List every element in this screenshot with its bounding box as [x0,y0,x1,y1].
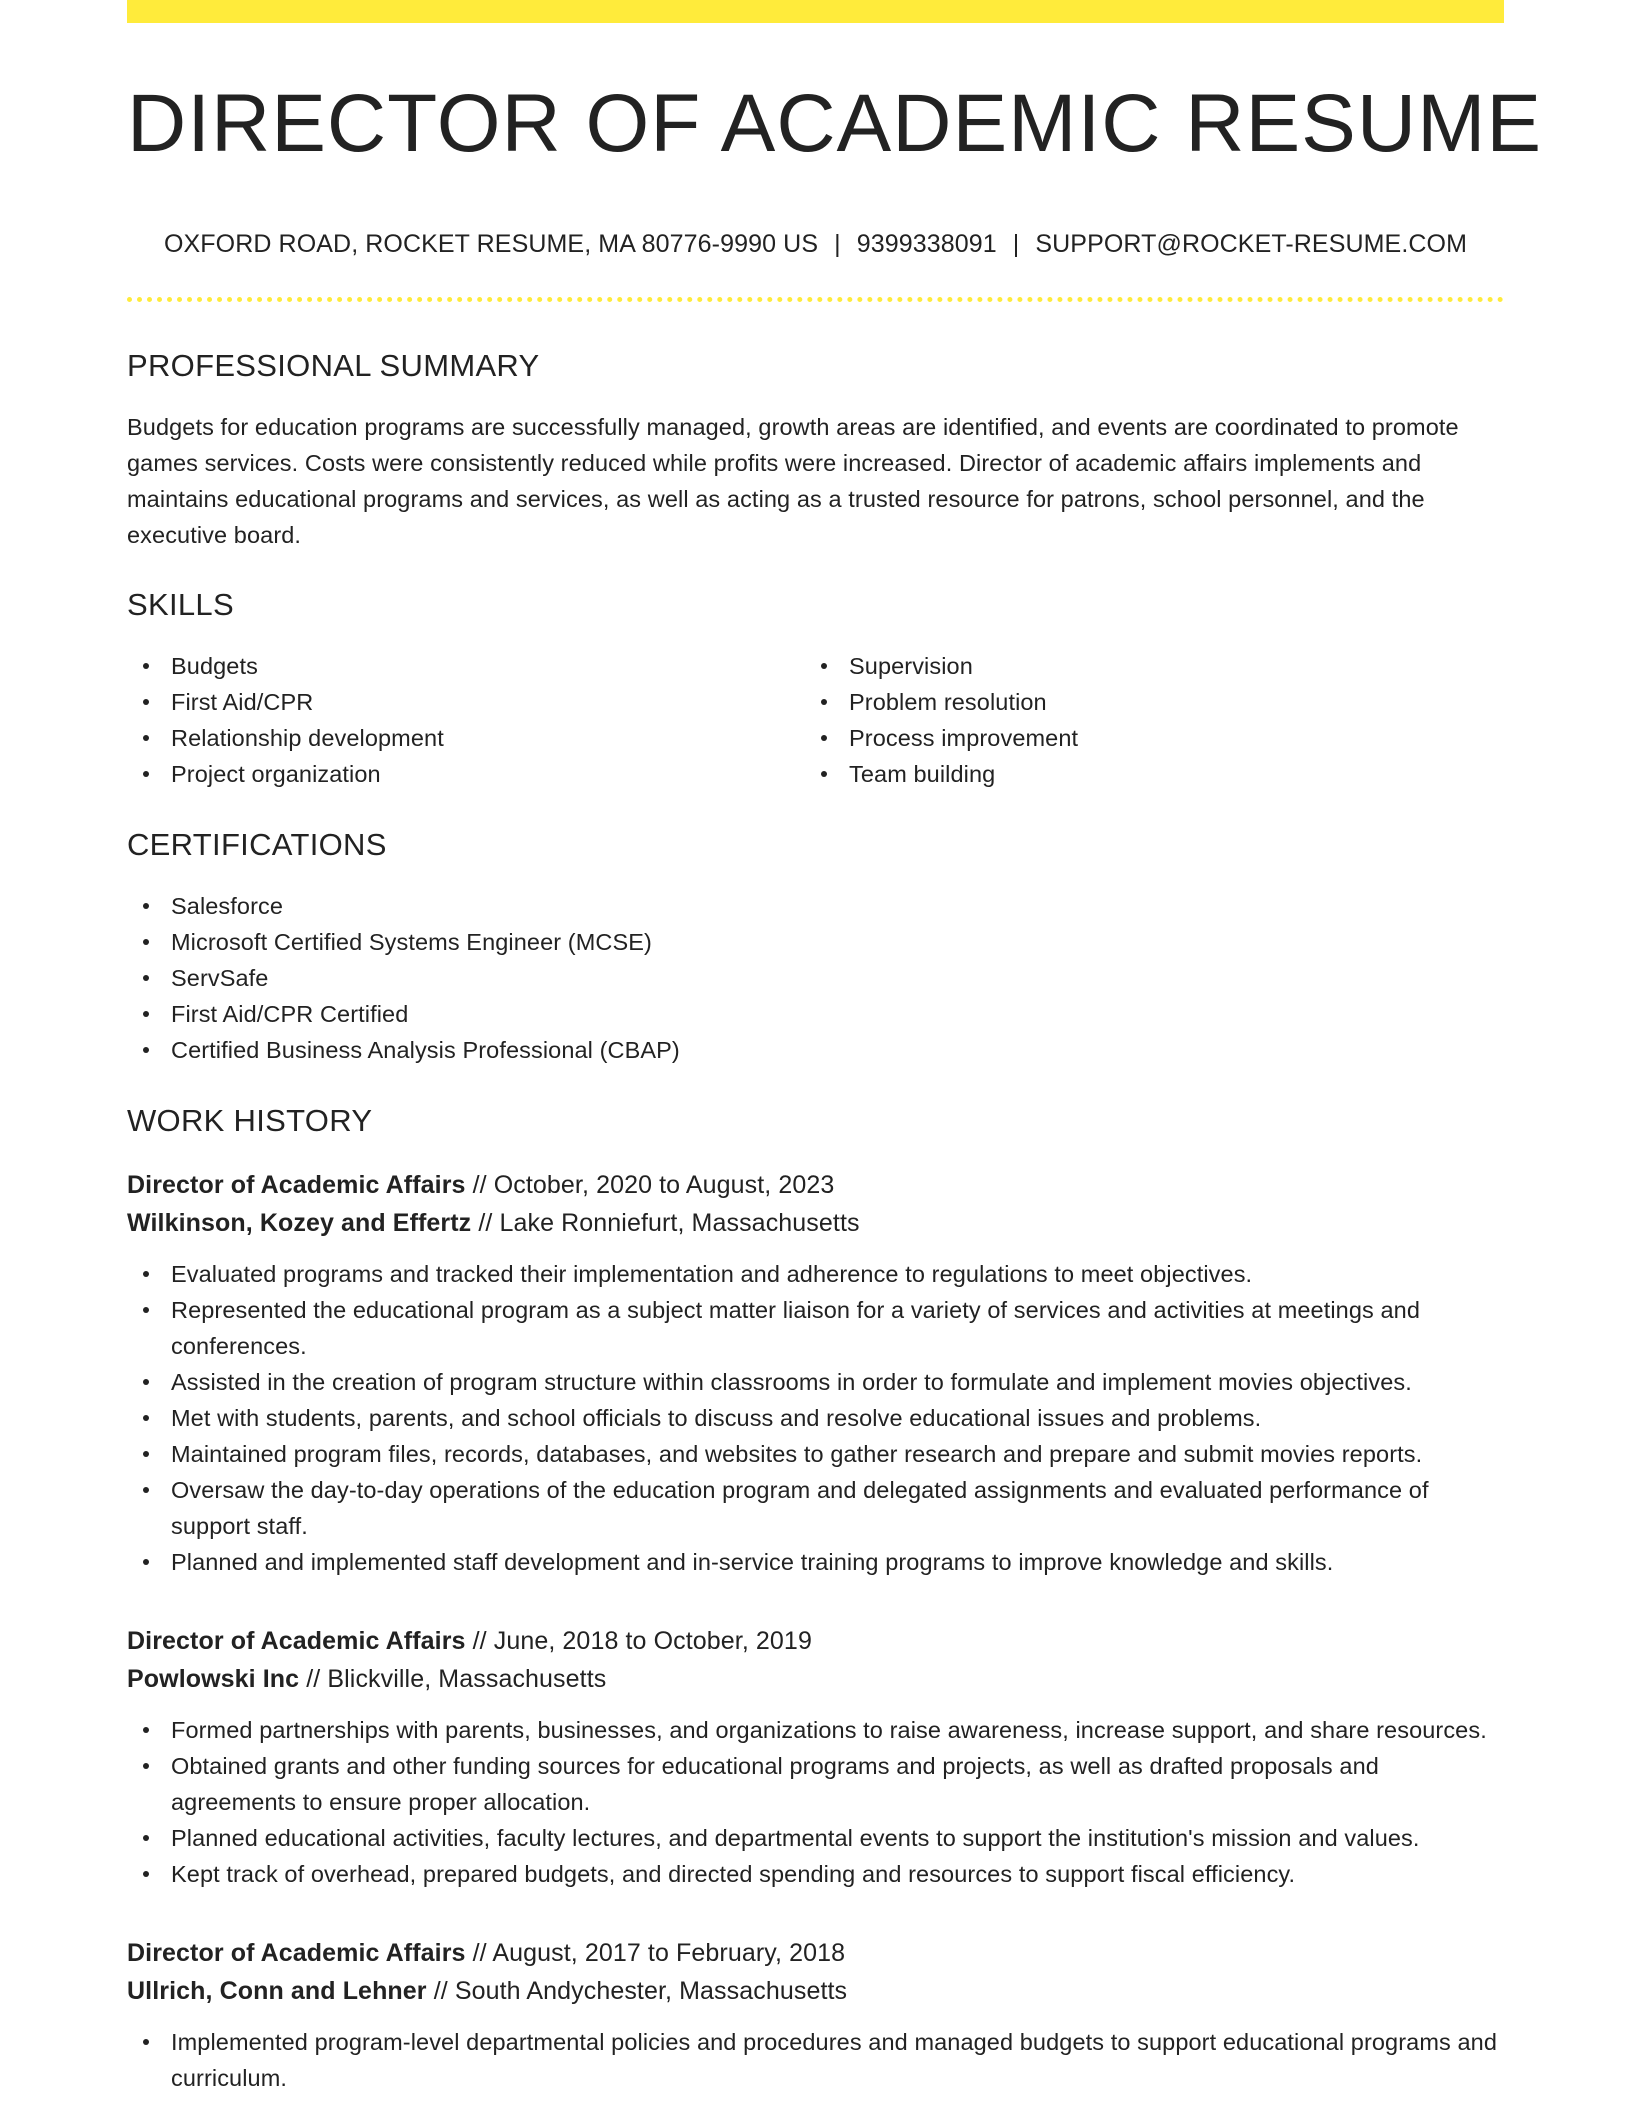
job-bullet: Kept track of overhead, prepared budgets, and directed spending and resources to support fiscal efficiency. [127,1856,1504,1892]
certification-item: Certified Business Analysis Professional (CBAP) [127,1032,1504,1068]
job-entry [127,1622,1504,1892]
certification-item: Microsoft Certified Systems Engineer (MCSE) [127,924,1504,960]
skill-item: Project organization [127,756,805,792]
job-bullet: Oversaw the day-to-day operations of the education program and delegated assignments and evaluated performance of support staff. [127,1472,1504,1544]
skill-item: Supervision [805,648,1483,684]
job-bullet: Met with students, parents, and school officials to discuss and resolve educational issues and problems. [127,1400,1504,1436]
contact-line [127,232,1504,257]
resume-title: DIRECTOR OF ACADEMIC RESUME [127,78,1543,169]
skills-columns [127,648,1504,792]
job-title-line [127,1622,1504,1660]
summary-heading: PROFESSIONAL SUMMARY [127,348,540,383]
skill-item: Relationship development [127,720,805,756]
skill-item: Budgets [127,648,805,684]
job-bullet: Implemented program-level departmental policies and procedures and managed budgets to support educational programs and curriculum. [127,2024,1504,2096]
job-entry [127,1166,1504,1580]
job-company-line [127,1660,1504,1698]
job-company: Ullrich, Conn and Lehner [127,1977,427,2005]
skill-item: Process improvement [805,720,1483,756]
job-bullet: Formed partnerships with parents, businesses, and organizations to raise awareness, increase support, and share resources. [127,1712,1504,1748]
job-title: Director of Academic Affairs [127,1627,466,1655]
accent-top-bar [127,0,1504,23]
job-title-line [127,1166,1504,1204]
contact-email: SUPPORT@ROCKET-RESUME.COM [1035,230,1468,258]
certifications-list [127,888,1504,1068]
certification-item: First Aid/CPR Certified [127,996,1504,1032]
job-bullet: Assisted in the creation of program structure within classrooms in order to formulate and implement movies objectives. [127,1364,1504,1400]
job-company-line [127,1204,1504,1242]
skills-heading: SKILLS [127,587,234,622]
job-title: Director of Academic Affairs [127,1171,466,1199]
certification-item: Salesforce [127,888,1504,924]
skill-item: Problem resolution [805,684,1483,720]
job-bullets [127,2024,1504,2096]
resume-page [127,0,1543,2096]
certification-item: ServSafe [127,960,1504,996]
job-company-line [127,1972,1504,2010]
summary-text: Budgets for education programs are successfully managed, growth areas are identified, and events are coordinated to promote games services. Costs were consistently reduced while profits were increased. Director of academic affairs implements and maintains educational programs and services, as well as acting as a trusted resource for patrons, school personnel, and the executive board. [127,414,1459,548]
skill-item: First Aid/CPR [127,684,805,720]
dotted-divider [127,297,1504,302]
job-dates: // August, 2017 to February, 2018 [465,1939,846,1967]
job-bullet: Maintained program files, records, databases, and websites to gather research and prepare and submit movies reports. [127,1436,1504,1472]
job-company: Powlowski Inc [127,1665,300,1693]
work-history-heading: WORK HISTORY [127,1103,373,1138]
job-title: Director of Academic Affairs [127,1939,466,1967]
certifications-heading: CERTIFICATIONS [127,827,387,862]
contact-phone: 9399338091 [856,230,997,258]
job-dates: // October, 2020 to August, 2023 [465,1171,835,1199]
job-entry [127,1934,1504,2096]
job-company: Wilkinson, Kozey and Effertz [127,1209,472,1237]
job-bullet: Planned and implemented staff development and in-service training programs to improve knowledge and skills. [127,1544,1504,1580]
job-bullet: Evaluated programs and tracked their implementation and adherence to regulations to meet objectives. [127,1256,1504,1292]
contact-separator: | [834,230,841,258]
skills-right-list [805,648,1483,792]
job-location: // Blickville, Massachusetts [299,1665,607,1693]
job-location: // Lake Ronniefurt, Massachusetts [471,1209,860,1237]
job-bullets [127,1256,1504,1580]
contact-address: OXFORD ROAD, ROCKET RESUME, MA 80776-9990 US [163,230,819,258]
contact-separator: | [1012,230,1020,258]
job-dates: // June, 2018 to October, 2019 [465,1627,812,1655]
skills-left-list [127,648,805,792]
job-bullets [127,1712,1504,1892]
job-bullet: Represented the educational program as a subject matter liaison for a variety of services and activities at meetings and conferences. [127,1292,1504,1364]
job-location: // South Andychester, Massachusetts [426,1977,848,2005]
job-title-line [127,1934,1504,1972]
job-bullet: Planned educational activities, faculty lectures, and departmental events to support the institution's mission and values. [127,1820,1504,1856]
skill-item: Team building [805,756,1483,792]
job-bullet: Obtained grants and other funding sources for educational programs and projects, as well as drafted proposals and agreements to ensure proper allocation. [127,1748,1504,1820]
